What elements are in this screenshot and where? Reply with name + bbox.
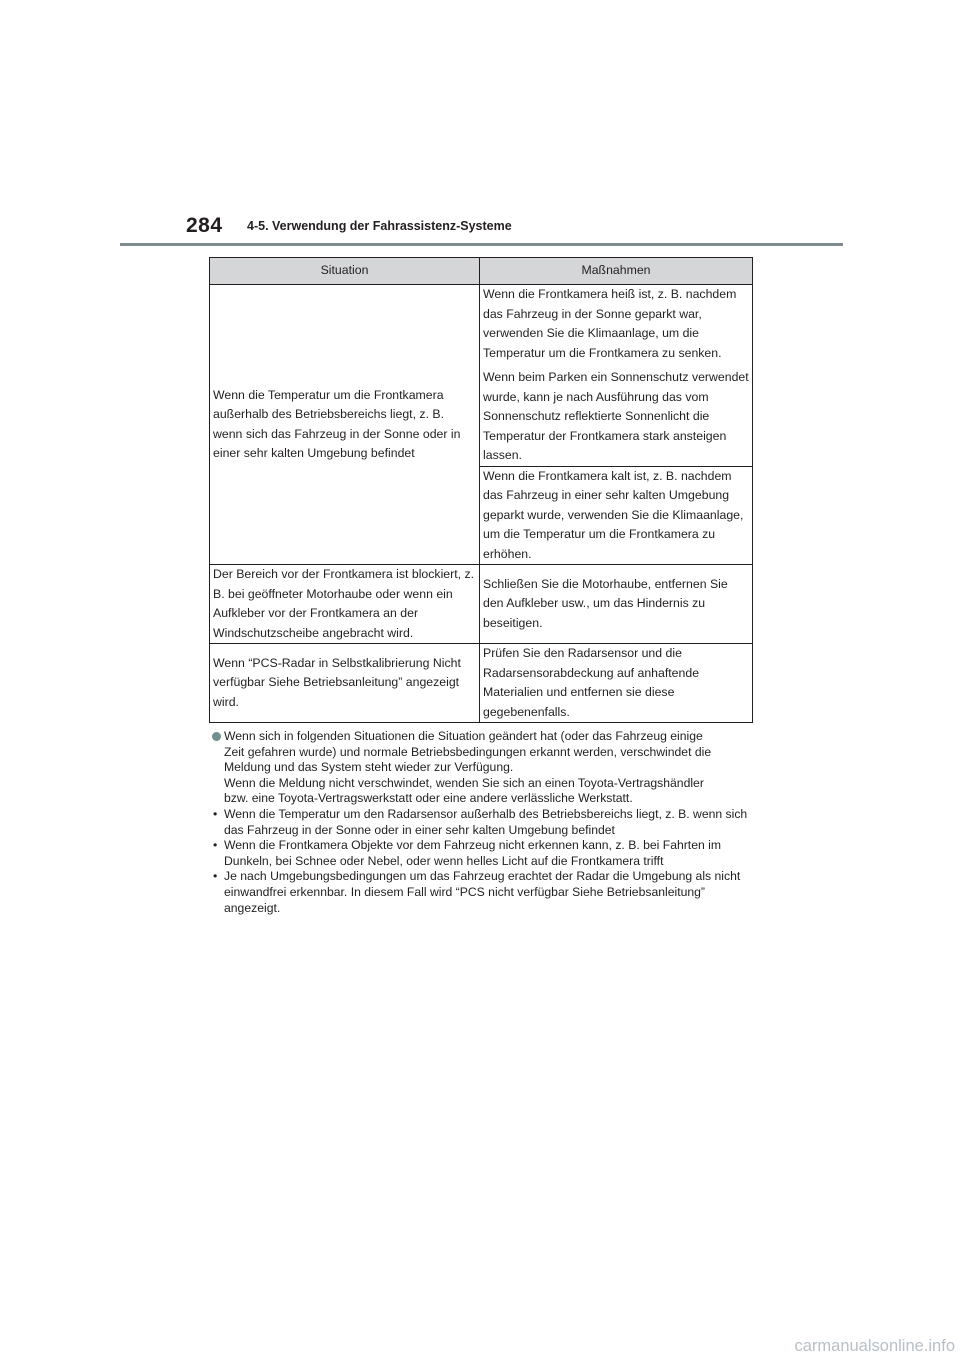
note-line: Meldung und das System steht wieder zur Verfügung. xyxy=(224,760,514,775)
footer-watermark: carmanualsonline.info xyxy=(794,1337,955,1355)
page-number: 284 xyxy=(186,214,223,237)
list-item xyxy=(212,869,752,916)
circle-bullet-icon xyxy=(212,732,221,741)
list-item xyxy=(212,807,752,838)
column-header-measures: Maßnahmen xyxy=(480,258,753,285)
header-divider xyxy=(120,243,843,246)
measures-cell: Prüfen Sie den Radarsensor und die Radarsensorabdeckung auf anhaftende Materialien und entfernen sie diese gegebenenfalls. xyxy=(480,644,753,723)
list-item-text: Wenn die Temperatur um den Radarsensor außerhalb des Betriebsbereichs liegt, z. B. wenn sich das Fahrzeug in der Sonne oder in einer sehr kalten Umgebung befindet xyxy=(224,806,748,837)
bullet-dot-icon: • xyxy=(213,869,218,884)
measures-cell xyxy=(480,466,753,565)
measure-paragraph: Wenn die Frontkamera heiß ist, z. B. nachdem das Fahrzeug in der Sonne geparkt war, verwenden Sie die Klimaanlage, um die Temperatur um die Frontkamera zu senken. xyxy=(483,287,737,360)
list-item-text: Wenn die Frontkamera Objekte vor dem Fahrzeug nicht erkennen kann, z. B. bei Fahrten im Dunkeln, bei Schnee oder Nebel, oder wenn helles Licht auf die Frontkamera trifft xyxy=(224,838,721,868)
list-item xyxy=(212,838,752,869)
note-line: Wenn die Meldung nicht verschwindet, wenden Sie sich an einen Toyota-Vertragshändler xyxy=(224,775,704,790)
situation-cell: Der Bereich vor der Frontkamera ist blockiert, z. B. bei geöffneter Motorhaube oder wenn ein Aufkleber vor der Frontkamera an der Windschutzscheibe angebracht wird. xyxy=(210,565,480,644)
table-row xyxy=(210,285,753,467)
note-section xyxy=(212,729,752,916)
bullet-dot-icon: • xyxy=(213,806,218,821)
measures-cell xyxy=(480,285,753,467)
bullet-dot-icon: • xyxy=(213,838,218,853)
list-item-text: Je nach Umgebungsbedingungen um das Fahrzeug erachtet der Radar die Umgebung als nicht einwandfrei erkennbar. In diesem Fall wird “PCS nicht verfügbar Siehe Betriebsanleitung” angezeigt. xyxy=(224,869,741,915)
situation-cell: Wenn die Temperatur um die Frontkamera außerhalb des Betriebsbereichs liegt, z. B. wenn sich das Fahrzeug in der Sonne oder in einer sehr kalten Umgebung befindet xyxy=(210,285,480,565)
situation-measures-table xyxy=(209,257,753,723)
note-line: Wenn sich in folgenden Situationen die Situation geändert hat (oder das Fahrzeug einige xyxy=(224,729,703,743)
table-header-row xyxy=(210,258,753,285)
table-row xyxy=(210,565,753,644)
column-header-situation: Situation xyxy=(210,258,480,285)
note-paragraph xyxy=(212,729,752,807)
note-line: Zeit gefahren wurde) und normale Betriebsbedingungen erkannt werden, verschwindet die xyxy=(224,744,712,759)
section-title: 4-5. Verwendung der Fahrassistenz-Systeme xyxy=(247,219,512,233)
table-row xyxy=(210,644,753,723)
measures-cell: Schließen Sie die Motorhaube, entfernen Sie den Aufkleber usw., um das Hindernis zu beseitigen. xyxy=(480,565,753,644)
measure-paragraph: Wenn beim Parken ein Sonnenschutz verwendet wurde, kann je nach Ausführung das vom Sonnenschutz reflektierte Sonnenlicht die Temperatur der Frontkamera stark ansteigen lassen. xyxy=(483,370,749,462)
note-bullet-list xyxy=(212,807,752,916)
note-line: bzw. eine Toyota-Vertragswerkstatt oder eine andere verlässliche Werkstatt. xyxy=(224,791,633,806)
situation-cell: Wenn “PCS-Radar in Selbstkalibrierung Nicht verfügbar Siehe Betriebsanleitung” angezeigt wird. xyxy=(210,644,480,723)
measure-paragraph: Wenn die Frontkamera kalt ist, z. B. nachdem das Fahrzeug in einer sehr kalten Umgebung geparkt wurde, verwenden Sie die Klimaanlage, um die Temperatur um die Frontkamera zu erhöhen. xyxy=(483,468,744,561)
